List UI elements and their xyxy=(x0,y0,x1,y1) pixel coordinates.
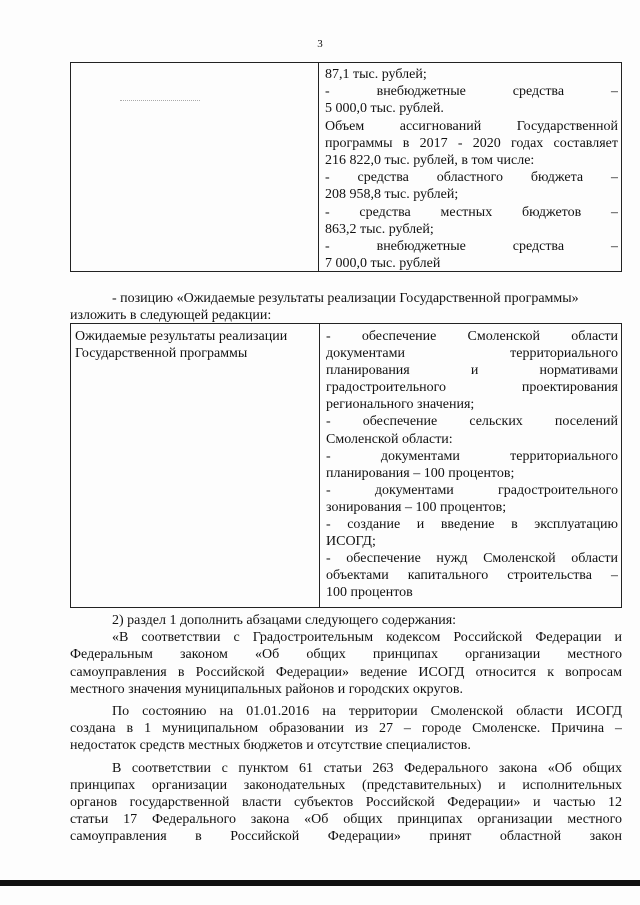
result-line: - обеспечение нужд Смоленской области xyxy=(326,551,618,567)
table-column-divider xyxy=(318,63,319,271)
result-line: - обеспечение Смоленской области xyxy=(326,329,618,344)
body-line: По состоянию на 01.01.2016 на территории Смоленской области ИСОГД xyxy=(112,703,622,719)
result-line: - создание и введение в эксплуатацию xyxy=(326,517,618,533)
body-line: «В соответствии с Градостроительным кодексом Российской Федерации и xyxy=(112,630,622,646)
body-line: В соответствии с пунктом 61 статьи 263 Федерального закона «Об общих xyxy=(112,760,622,776)
intro-line-2: изложить в следующей редакции: xyxy=(70,308,272,324)
funding-line: 5 000,0 тыс. рублей. xyxy=(325,101,444,117)
body-line: органов государственной власти субъектов Российской Федерации» и частью 12 xyxy=(70,794,622,810)
result-line: градостроительного проектирования xyxy=(326,380,618,396)
funding-line: программы в 2017 - 2020 годах составляет xyxy=(325,135,618,151)
body-line: принципах организации законодательных (представительных) и исполнительных xyxy=(70,777,622,793)
funding-line: 863,2 тыс. рублей; xyxy=(325,221,434,237)
body-line: статьи 17 Федерального закона «Об общих принципах организации местного xyxy=(70,812,622,828)
body-line: 2) раздел 1 дополнить абзацами следующего содержания: xyxy=(112,613,457,628)
results-table xyxy=(70,323,622,608)
body-line: Федеральным законом «Об общих принципах организации местного xyxy=(70,647,622,663)
funding-line: - внебюджетные средства – xyxy=(325,84,618,100)
result-line: зонирования – 100 процентов; xyxy=(326,499,507,515)
funding-line: 208 958,8 тыс. рублей; xyxy=(325,187,459,203)
results-value-cell xyxy=(326,328,618,602)
funding-line: - средства местных бюджетов – xyxy=(325,204,618,220)
body-line: создана в 1 муниципальном образовании из 27 – городе Смоленске. Причина – xyxy=(70,721,622,737)
funding-line: Объем ассигнований Государственной xyxy=(325,118,618,134)
body-line: местного значения муниципальных районов и городских округов. xyxy=(70,681,463,697)
result-line: Смоленской области: xyxy=(326,431,453,447)
scan-bottom-edge xyxy=(0,880,640,886)
page-number: 3 xyxy=(317,38,323,50)
results-label-cell xyxy=(75,328,315,362)
table-column-divider xyxy=(319,324,320,607)
funding-line: 87,1 тыс. рублей; xyxy=(325,67,427,82)
result-line: - документами территориального xyxy=(326,448,618,464)
body-line: недостаток средств местных бюджетов и отсутствие специалистов. xyxy=(70,738,471,754)
body-paragraph xyxy=(70,760,622,846)
funding-line: - внебюджетные средства – xyxy=(325,238,618,254)
funding-line: 7 000,0 тыс. рублей xyxy=(325,256,441,272)
results-label-line: Ожидаемые результаты реализации xyxy=(75,329,288,344)
result-line: ИСОГД; xyxy=(326,534,376,550)
body-line: самоуправления в Российской Федерации» принят областной закон xyxy=(70,829,622,845)
result-line: планирования и нормативами xyxy=(326,363,618,379)
result-line: регионального значения; xyxy=(326,397,475,413)
result-line: документами территориального xyxy=(326,346,618,362)
body-paragraph xyxy=(70,703,622,755)
result-line: объектами капитального строительства – xyxy=(326,568,618,584)
body-paragraph xyxy=(70,612,622,629)
result-line: - обеспечение сельских поселений xyxy=(326,414,618,430)
intro-line-1: - позицию «Ожидаемые результаты реализации Государственной программы» xyxy=(112,291,579,306)
funding-table-continuation xyxy=(70,62,622,272)
funding-line: - средства областного бюджета – xyxy=(325,170,618,186)
funding-line: 216 822,0 тыс. рублей, в том числе: xyxy=(325,152,535,168)
intro-paragraph xyxy=(70,290,622,324)
body-line: самоуправления в Российской Федерации» ведение ИСОГД относится к вопросам xyxy=(70,664,622,680)
body-paragraph xyxy=(70,629,622,698)
result-line: - документами градостроительного xyxy=(326,482,618,498)
results-label-line: Государственной программы xyxy=(75,346,248,361)
result-line: 100 процентов xyxy=(326,585,413,601)
funding-cell xyxy=(325,66,618,272)
body-text xyxy=(70,612,622,845)
result-line: планирования – 100 процентов; xyxy=(326,465,515,481)
